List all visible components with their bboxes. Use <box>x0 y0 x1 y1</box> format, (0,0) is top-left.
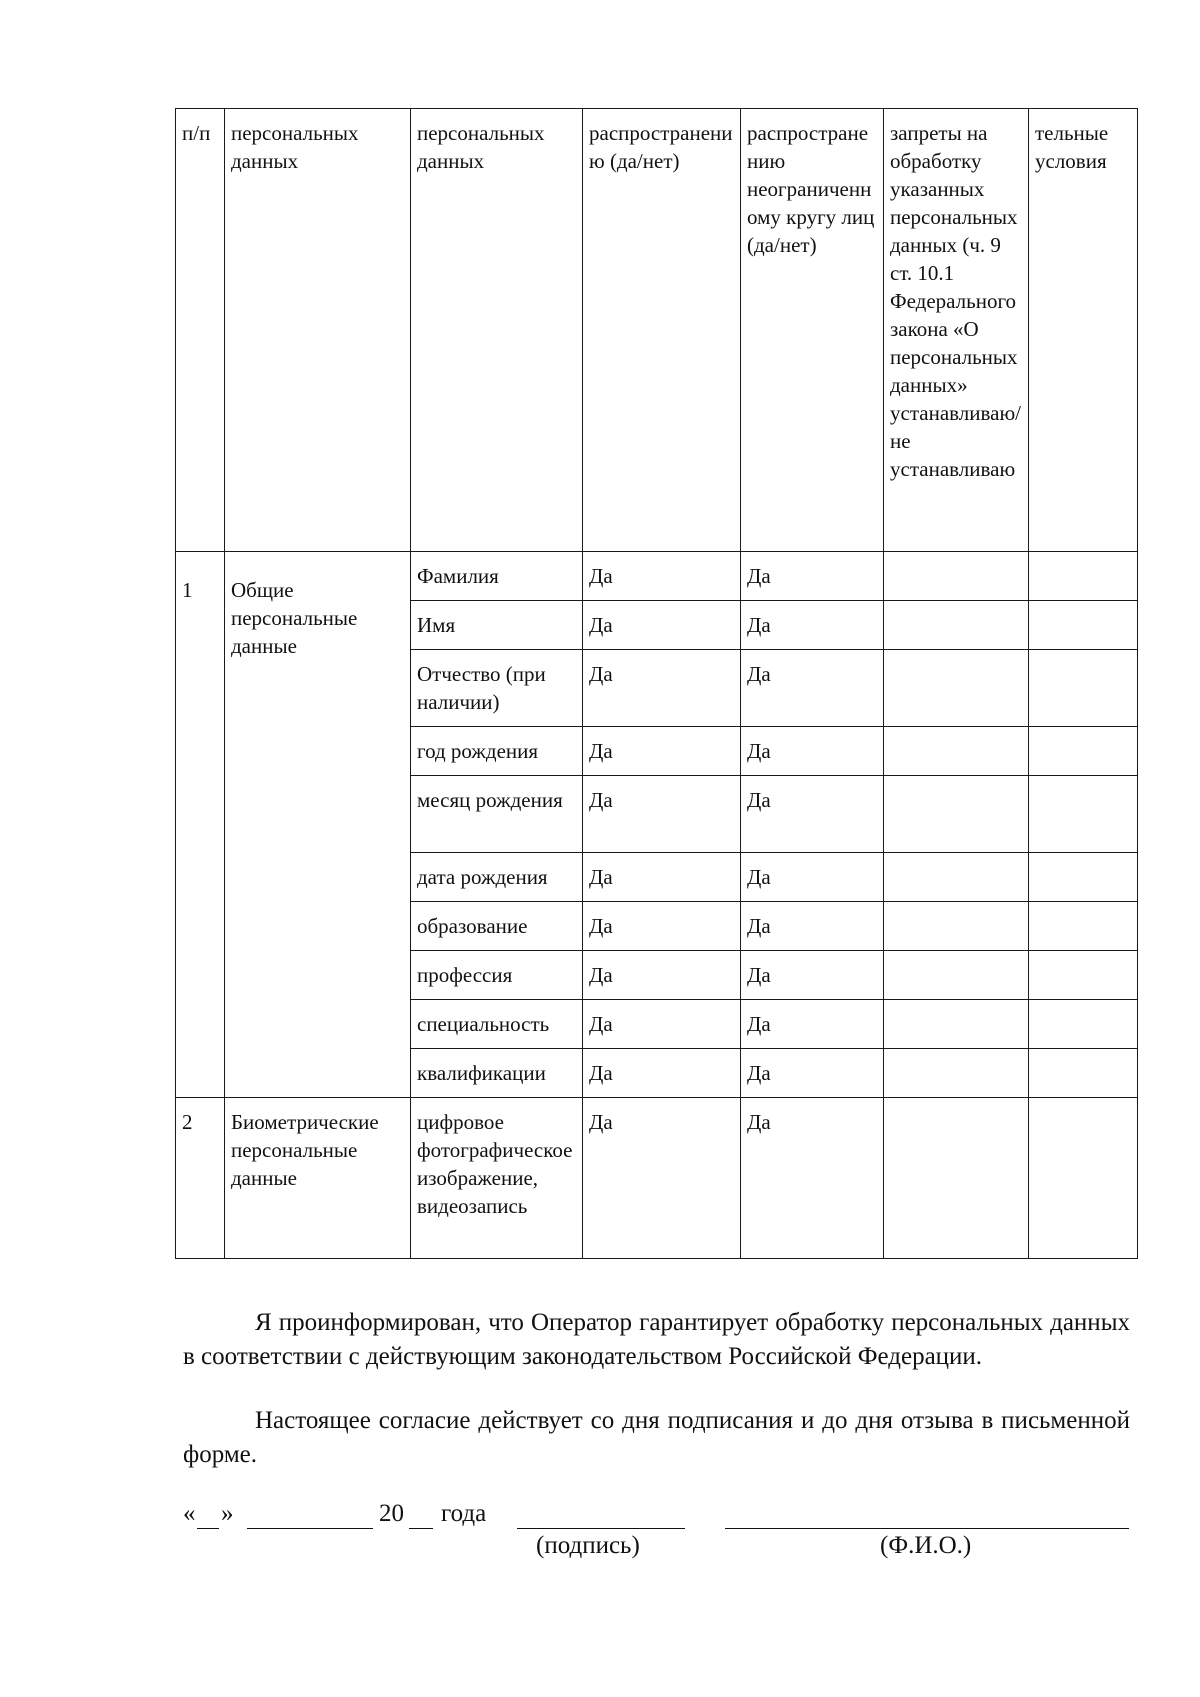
group-number: 1 <box>176 552 225 1098</box>
extra-conditions-cell <box>1029 552 1138 601</box>
unlimited-value: Да <box>741 1098 884 1259</box>
data-item: год рождения <box>411 727 583 776</box>
year-prefix: 20 <box>379 1500 404 1527</box>
unlimited-value: Да <box>741 776 884 853</box>
table-row <box>176 1098 1138 1259</box>
restrictions-cell <box>884 727 1029 776</box>
header-extra: тельные условия <box>1029 109 1138 552</box>
year-suffix: года <box>441 1500 487 1527</box>
day-blank[interactable] <box>197 1500 219 1529</box>
data-item: Имя <box>411 601 583 650</box>
restrictions-cell <box>884 1098 1029 1259</box>
allow-value: Да <box>583 902 741 951</box>
header-list: персональных данных <box>411 109 583 552</box>
allow-value: Да <box>583 776 741 853</box>
table-header-row <box>176 109 1138 552</box>
data-item: дата рождения <box>411 853 583 902</box>
header-allow: распространению (да/нет) <box>583 109 741 552</box>
restrictions-cell <box>884 552 1029 601</box>
full-name-blank[interactable] <box>725 1500 1129 1529</box>
unlimited-value: Да <box>741 601 884 650</box>
allow-value: Да <box>583 1049 741 1098</box>
allow-value: Да <box>583 951 741 1000</box>
restrictions-cell <box>884 601 1029 650</box>
data-item: Отчество (при наличии) <box>411 650 583 727</box>
unlimited-value: Да <box>741 1000 884 1049</box>
allow-value: Да <box>583 1000 741 1049</box>
header-unlimited: распространению неограниченному кругу лиц (да/нет) <box>741 109 884 552</box>
signature-blank[interactable] <box>517 1500 685 1529</box>
data-item: Фамилия <box>411 552 583 601</box>
allow-value: Да <box>583 650 741 727</box>
group-category: Общие персональные данные <box>225 552 411 1098</box>
extra-conditions-cell <box>1029 951 1138 1000</box>
unlimited-value: Да <box>741 853 884 902</box>
data-item: образование <box>411 902 583 951</box>
allow-value: Да <box>583 601 741 650</box>
unlimited-value: Да <box>741 1049 884 1098</box>
extra-conditions-cell <box>1029 853 1138 902</box>
data-item: специальность <box>411 1000 583 1049</box>
group-category: Биометрические персональные данные <box>225 1098 411 1259</box>
restrictions-cell <box>884 776 1029 853</box>
allow-value: Да <box>583 853 741 902</box>
unlimited-value: Да <box>741 727 884 776</box>
data-item: цифровое фотографическое изображение, видеозапись <box>411 1098 583 1259</box>
data-item: месяц рождения <box>411 776 583 853</box>
table-row <box>176 552 1138 601</box>
full-name-caption: (Ф.И.О.) <box>880 1532 972 1559</box>
restrictions-cell <box>884 1049 1029 1098</box>
header-restrictions: запреты на обработку указанных персональных данных (ч. 9 ст. 10.1 Федерального закона «О персональных данных» устанавливаю/не устанавливаю <box>884 109 1029 552</box>
header-num: п/п <box>176 109 225 552</box>
allow-value: Да <box>583 727 741 776</box>
restrictions-cell <box>884 1000 1029 1049</box>
extra-conditions-cell <box>1029 1049 1138 1098</box>
group-number: 2 <box>176 1098 225 1259</box>
restrictions-cell <box>884 853 1029 902</box>
extra-conditions-cell <box>1029 727 1138 776</box>
unlimited-value: Да <box>741 951 884 1000</box>
year-blank[interactable] <box>409 1500 433 1529</box>
extra-conditions-cell <box>1029 1098 1138 1259</box>
allow-value: Да <box>583 552 741 601</box>
validity-paragraph: Настоящее согласие действует со дня подписания и до дня отзыва в письменной форме. <box>183 1407 1130 1468</box>
guarantee-paragraph: Я проинформирован, что Оператор гарантирует обработку персональных данных в соответствии с действующим законодательством Российской Федерации. <box>183 1309 1130 1370</box>
signature-line <box>183 1500 1133 1540</box>
month-blank[interactable] <box>247 1500 373 1529</box>
restrictions-cell <box>884 902 1029 951</box>
data-item: профессия <box>411 951 583 1000</box>
restrictions-cell <box>884 650 1029 727</box>
data-item: квалификации <box>411 1049 583 1098</box>
extra-conditions-cell <box>1029 902 1138 951</box>
restrictions-cell <box>884 951 1029 1000</box>
extra-conditions-cell <box>1029 776 1138 853</box>
day-open-quote: « <box>183 1500 196 1527</box>
header-category: персональных данных <box>225 109 411 552</box>
allow-value: Да <box>583 1098 741 1259</box>
extra-conditions-cell <box>1029 650 1138 727</box>
extra-conditions-cell <box>1029 601 1138 650</box>
unlimited-value: Да <box>741 552 884 601</box>
extra-conditions-cell <box>1029 1000 1138 1049</box>
unlimited-value: Да <box>741 650 884 727</box>
day-close-quote: » <box>221 1500 234 1527</box>
personal-data-table <box>175 108 1138 1259</box>
unlimited-value: Да <box>741 902 884 951</box>
signature-caption: (подпись) <box>536 1532 640 1559</box>
